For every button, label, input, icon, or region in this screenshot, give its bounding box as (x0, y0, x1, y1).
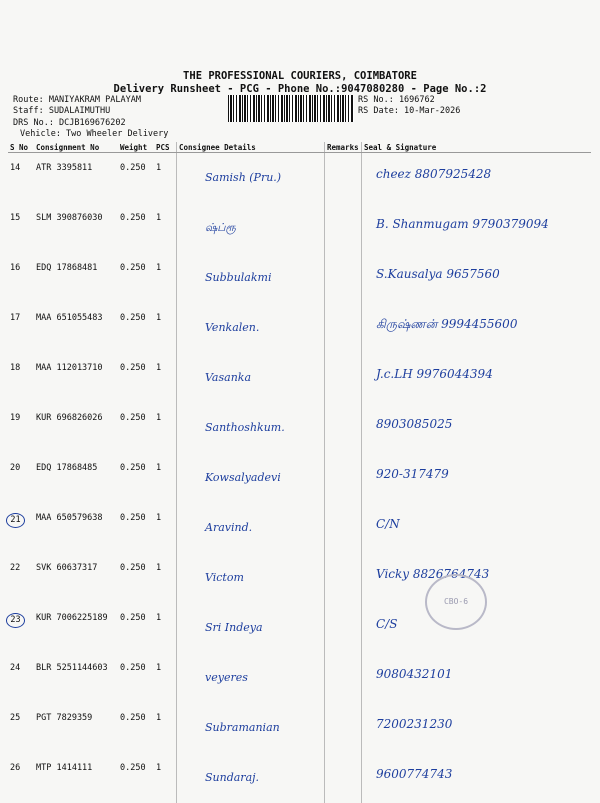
route-label: Route: MANIYAKRAM PALAYAM (13, 95, 141, 105)
cell-consignment (34, 403, 118, 453)
cell-sno-text: 25 (10, 713, 21, 723)
cell-consignee-text: ஷ்ப்ரூ (205, 221, 236, 234)
cell-sno-text: 20 (10, 463, 21, 473)
delivery-stamp: CBO-6 (425, 574, 487, 630)
cell-pcs-text: 1 (156, 213, 162, 223)
cell-consignment-text: MAA 650579638 (36, 513, 103, 523)
cell-pcs-text: 1 (156, 663, 162, 673)
cell-remarks (325, 153, 362, 204)
cell-sno-text: 17 (10, 313, 21, 323)
header-sno: S No (8, 142, 34, 153)
cell-consignee (177, 353, 325, 403)
header-weight: Weight (118, 142, 154, 153)
cell-pcs (154, 303, 177, 353)
cell-pcs (154, 203, 177, 253)
cell-sno-text: 26 (10, 763, 21, 773)
cell-weight-text: 0.250 (120, 163, 146, 173)
cell-remarks (325, 303, 362, 353)
cell-pcs-text: 1 (156, 563, 162, 573)
cell-pcs (154, 753, 177, 803)
table-row (8, 253, 591, 303)
cell-weight-text: 0.250 (120, 313, 146, 323)
barcode (228, 95, 354, 122)
table-row (8, 653, 591, 703)
cell-remarks (325, 753, 362, 803)
cell-consignee-text: Samish (Pru.) (205, 171, 282, 184)
header-remarks: Remarks (325, 142, 362, 153)
cell-sno (8, 553, 34, 603)
table-row (8, 703, 591, 753)
cell-pcs-text: 1 (156, 613, 162, 623)
cell-consignment-text: BLR 5251144603 (36, 663, 108, 673)
cell-consignment (34, 653, 118, 703)
cell-consignment-text: EDQ 17868485 (36, 463, 98, 473)
cell-pcs-text: 1 (156, 163, 162, 173)
cell-sno (8, 703, 34, 753)
cell-pcs-text: 1 (156, 713, 162, 723)
cell-weight (118, 603, 154, 653)
cell-consignment-text: ATR 3395811 (36, 163, 93, 173)
cell-signature (362, 453, 592, 503)
cell-sno (8, 153, 34, 204)
cell-signature-text: 920-317479 (376, 467, 449, 481)
cell-signature (362, 653, 592, 703)
cell-consignment-text: SVK 60637317 (36, 563, 98, 573)
runsheet-title: Delivery Runsheet - PCG - Phone No.:9047080280 - Page No.:2 (113, 83, 487, 95)
cell-remarks (325, 253, 362, 303)
cell-remarks (325, 553, 362, 603)
cell-consignment-text: PGT 7829359 (36, 713, 93, 723)
cell-signature-text: 9600774743 (376, 767, 453, 781)
cell-pcs (154, 453, 177, 503)
cell-consignee (177, 703, 325, 753)
table-row (8, 503, 591, 553)
cell-consignee-text: Sri Indeya (205, 621, 263, 634)
header-pcs: PCS (154, 142, 177, 153)
cell-consignee-text: Aravind. (205, 521, 253, 534)
cell-weight-text: 0.250 (120, 613, 146, 623)
cell-signature-text: J.c.LH 9976044394 (376, 367, 493, 381)
cell-pcs (154, 553, 177, 603)
cell-signature-text: S.Kausalya 9657560 (376, 267, 500, 281)
cell-weight (118, 153, 154, 204)
staff-label: Staff: SUDALAIMUTHU (13, 106, 111, 116)
cell-consignment (34, 503, 118, 553)
cell-remarks (325, 603, 362, 653)
cell-remarks (325, 353, 362, 403)
cell-weight-text: 0.250 (120, 763, 146, 773)
header-seal: Seal & Signature (362, 142, 592, 153)
cell-weight-text: 0.250 (120, 213, 146, 223)
cell-sno (8, 203, 34, 253)
deliveries-table (8, 142, 591, 803)
cell-consignee-text: Victom (205, 571, 244, 584)
cell-consignment-text: MAA 651055483 (36, 313, 103, 323)
cell-pcs (154, 403, 177, 453)
cell-consignee (177, 453, 325, 503)
table-row (8, 403, 591, 453)
cell-consignee (177, 203, 325, 253)
cell-consignee-text: Subbulakmi (205, 271, 272, 284)
cell-signature (362, 303, 592, 353)
table-row (8, 203, 591, 253)
table-header (8, 142, 591, 153)
cell-weight-text: 0.250 (120, 513, 146, 523)
cell-pcs (154, 603, 177, 653)
cell-pcs (154, 253, 177, 303)
cell-remarks (325, 503, 362, 553)
cell-signature (362, 153, 592, 204)
cell-consignment (34, 553, 118, 603)
cell-consignee (177, 753, 325, 803)
cell-sno (8, 253, 34, 303)
cell-signature (362, 403, 592, 453)
cell-consignee (177, 403, 325, 453)
drs-label: DRS No.: DCJB169676202 (13, 118, 126, 128)
cell-consignee-text: Santhoshkum. (205, 421, 285, 434)
cell-weight-text: 0.250 (120, 713, 146, 723)
cell-pcs (154, 653, 177, 703)
cell-signature (362, 253, 592, 303)
cell-remarks (325, 703, 362, 753)
cell-consignment (34, 253, 118, 303)
cell-signature-text: 7200231230 (376, 717, 453, 731)
cell-consignee (177, 603, 325, 653)
cell-weight (118, 453, 154, 503)
cell-signature (362, 503, 592, 553)
cell-signature (362, 703, 592, 753)
cell-consignment-text: KUR 7006225189 (36, 613, 108, 623)
cell-weight-text: 0.250 (120, 663, 146, 673)
company-title: THE PROFESSIONAL COURIERS, COIMBATORE (183, 70, 417, 82)
cell-signature (362, 753, 592, 803)
cell-sno-text: 24 (10, 663, 21, 673)
cell-sno-text: 18 (10, 363, 21, 373)
cell-pcs (154, 153, 177, 204)
cell-sno-text: 22 (10, 563, 21, 573)
cell-sno (8, 503, 34, 553)
cell-pcs-text: 1 (156, 763, 162, 773)
cell-weight (118, 403, 154, 453)
cell-sno-text: 16 (10, 263, 21, 273)
cell-signature-text: Vicky 8826764743 (376, 567, 490, 581)
cell-consignment-text: EDQ 17868481 (36, 263, 98, 273)
cell-pcs-text: 1 (156, 363, 162, 373)
cell-consignee-text: Sundaraj. (205, 771, 260, 784)
cell-consignee-text: Kowsalyadevi (205, 471, 281, 484)
table-row (8, 303, 591, 353)
cell-pcs-text: 1 (156, 463, 162, 473)
cell-weight-text: 0.250 (120, 263, 146, 273)
cell-sno (8, 753, 34, 803)
cell-pcs-text: 1 (156, 513, 162, 523)
cell-weight-text: 0.250 (120, 363, 146, 373)
cell-sno-text: 23 (6, 613, 25, 628)
table-row (8, 353, 591, 403)
cell-consignee (177, 503, 325, 553)
cell-remarks (325, 653, 362, 703)
cell-weight (118, 303, 154, 353)
cell-consignment (34, 703, 118, 753)
rs-date: RS Date: 10-Mar-2026 (358, 106, 461, 116)
cell-consignment (34, 603, 118, 653)
cell-pcs-text: 1 (156, 263, 162, 273)
cell-signature-text: C/S (376, 617, 398, 631)
cell-remarks (325, 453, 362, 503)
cell-consignment (34, 153, 118, 204)
cell-consignment (34, 353, 118, 403)
cell-sno (8, 353, 34, 403)
cell-sno (8, 653, 34, 703)
cell-pcs (154, 353, 177, 403)
cell-pcs (154, 703, 177, 753)
cell-consignment (34, 753, 118, 803)
table-row (8, 153, 591, 204)
cell-consignee (177, 153, 325, 204)
table-row (8, 753, 591, 803)
cell-weight (118, 203, 154, 253)
header-consignee: Consignee Details (177, 142, 325, 153)
cell-weight-text: 0.250 (120, 463, 146, 473)
table-row (8, 453, 591, 503)
cell-consignment-text: KUR 696826026 (36, 413, 103, 423)
cell-pcs-text: 1 (156, 313, 162, 323)
cell-signature (362, 353, 592, 403)
cell-weight-text: 0.250 (120, 413, 146, 423)
cell-sno (8, 603, 34, 653)
cell-consignee (177, 653, 325, 703)
vehicle-label: Vehicle: Two Wheeler Delivery (20, 129, 169, 139)
cell-weight (118, 703, 154, 753)
cell-weight (118, 553, 154, 603)
cell-sno (8, 453, 34, 503)
cell-consignee (177, 553, 325, 603)
cell-signature-text: B. Shanmugam 9790379094 (376, 217, 549, 231)
cell-sno-text: 21 (6, 513, 25, 528)
cell-consignee (177, 303, 325, 353)
cell-consignment (34, 453, 118, 503)
cell-signature-text: 8903085025 (376, 417, 453, 431)
cell-sno (8, 403, 34, 453)
cell-consignee-text: Venkalen. (205, 321, 260, 334)
cell-pcs-text: 1 (156, 413, 162, 423)
cell-remarks (325, 203, 362, 253)
cell-remarks (325, 403, 362, 453)
cell-consignee (177, 253, 325, 303)
cell-consignment-text: MTP 1414111 (36, 763, 93, 773)
cell-sno (8, 303, 34, 353)
cell-weight (118, 253, 154, 303)
cell-weight-text: 0.250 (120, 563, 146, 573)
cell-signature-text: கிருஷ்ணன் 9994455600 (376, 317, 518, 331)
table-row (8, 603, 591, 653)
cell-sno-text: 14 (10, 163, 21, 173)
cell-consignment (34, 303, 118, 353)
cell-sno-text: 15 (10, 213, 21, 223)
cell-consignment-text: MAA 112013710 (36, 363, 103, 373)
cell-signature (362, 203, 592, 253)
table-row (8, 553, 591, 603)
cell-weight (118, 353, 154, 403)
cell-weight (118, 753, 154, 803)
rs-number: RS No.: 1696762 (358, 95, 435, 105)
cell-consignment-text: SLM 390876030 (36, 213, 103, 223)
cell-consignment (34, 203, 118, 253)
cell-consignee-text: veyeres (205, 671, 248, 684)
cell-sno-text: 19 (10, 413, 21, 423)
cell-signature-text: 9080432101 (376, 667, 453, 681)
cell-signature-text: cheez 8807925428 (376, 167, 492, 181)
cell-signature-text: C/N (376, 517, 400, 531)
cell-pcs (154, 503, 177, 553)
cell-consignee-text: Subramanian (205, 721, 280, 734)
cell-weight (118, 653, 154, 703)
cell-weight (118, 503, 154, 553)
cell-consignee-text: Vasanka (205, 371, 252, 384)
header-consignment: Consignment No (34, 142, 118, 153)
